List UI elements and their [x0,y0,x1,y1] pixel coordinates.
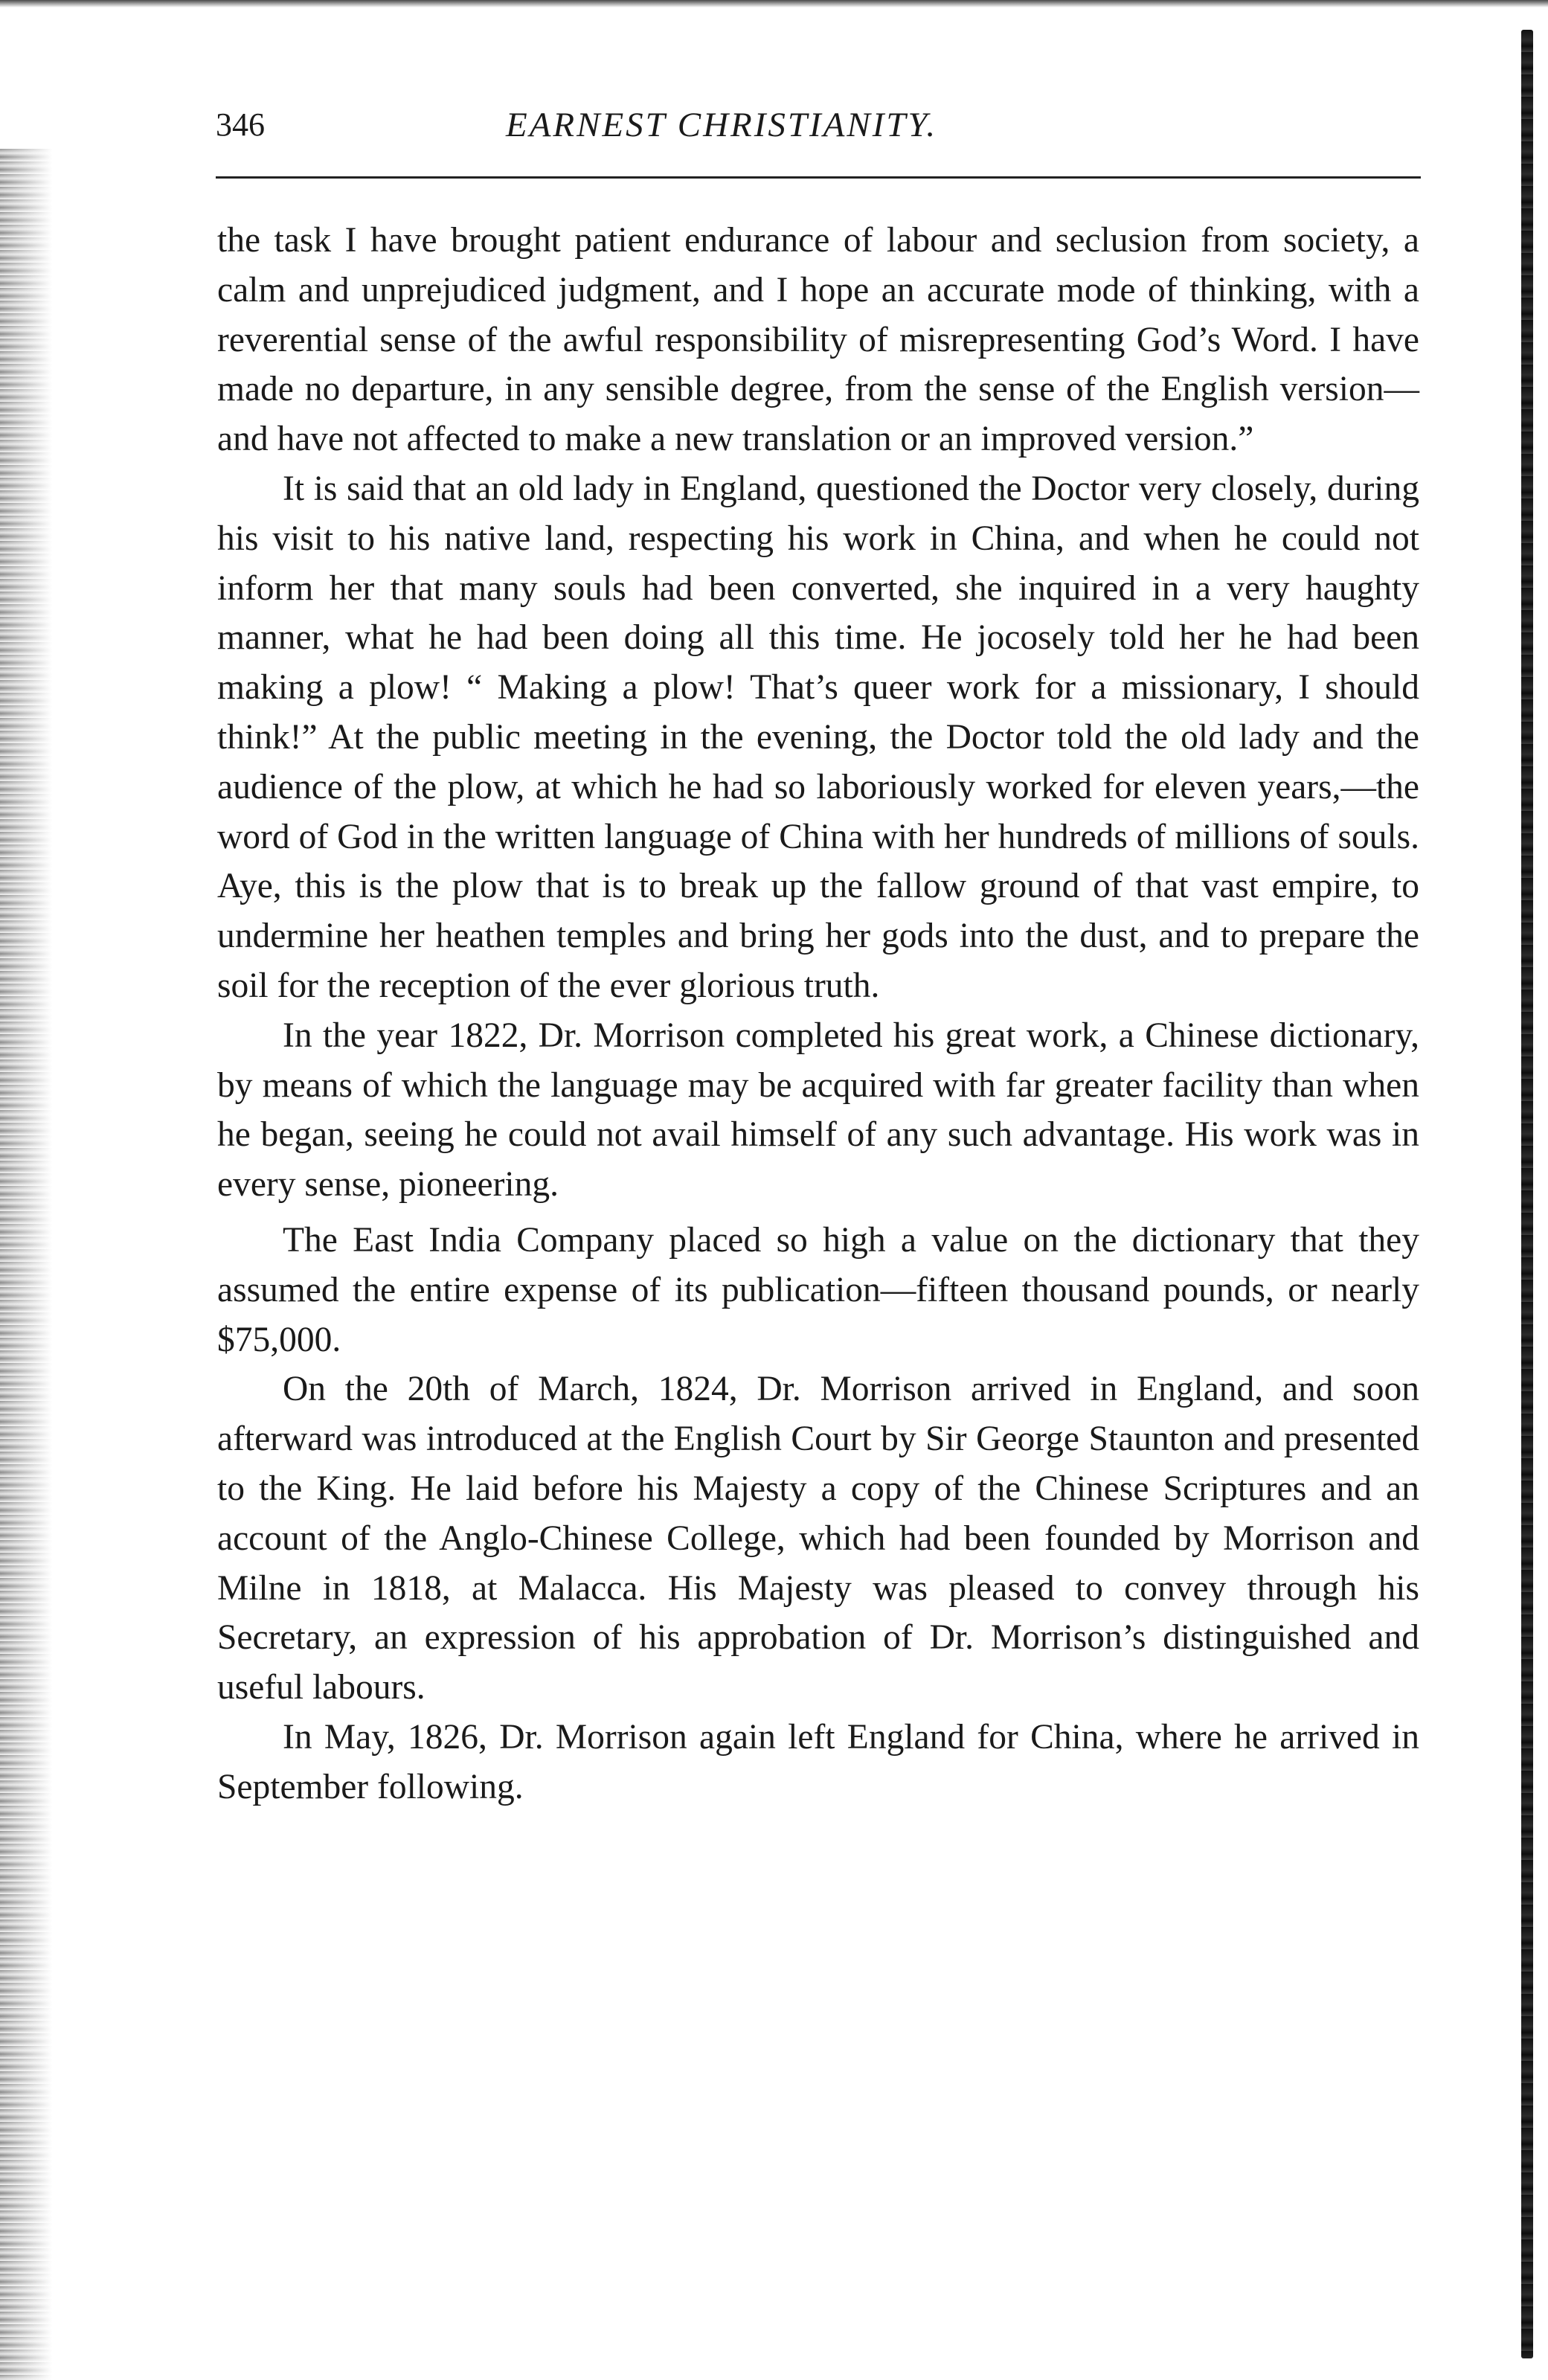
paragraph: On the 20th of March, 1824, Dr. Morrison arrived in England, and soon afterward was introduced at the English Court by Sir George Staunton and presented to the King. He laid before his Majesty a copy of the Chinese Scriptures and an account of the Anglo-Chinese College, which had been founded by Morrison and Milne in 1818, at Malacca. His Majesty was pleased to convey through his Secretary, an expression of his approbation of Dr. Morrison’s distinguished and useful labours. [217,1370,1419,1707]
body-text [217,216,1419,1812]
running-title: EARNEST CHRISTIANITY. [506,106,938,144]
paragraph: In May, 1826, Dr. Morrison again left England for China, where he arrived in September following. [217,1717,1419,1806]
page-number: 346 [216,106,265,143]
paragraph: the task I have brought patient endurance of labour and seclusion from society, a calm and unprejudiced judgment, and I hope an accurate mode of thinking, with a reverential sense of the awful responsibility of misrepresenting God’s Word. I have made no departure, in any sensible degree, from the sense of the English version—and have not affected to make a new translation or an improved version.” [217,221,1419,459]
header-rule [216,176,1421,179]
page-header [216,103,1421,155]
scan-right-edge [1521,30,1533,2358]
scan-top-edge [0,0,1548,7]
paragraph: In the year 1822, Dr. Morrison completed his great work, a Chinese dictionary, by means of which the language may be acquired with far greater facility than when he began, seeing he could not avail himself of any such advantage. His work was in every sense, pioneering. [217,1016,1419,1205]
scan-left-edge [0,149,52,2380]
paragraph: The East India Company placed so high a value on the dictionary that they assumed the entire expense of its publication—fifteen thousand pounds, or nearly $75,000. [217,1220,1419,1359]
paragraph: It is said that an old lady in England, questioned the Doctor very closely, during his visit to his native land, respecting his work in China, and when he could not inform her that many souls had been converted, she inquired in a very haughty manner, what he had been doing all this time. He jocosely told her he had been making a plow! “ Making a plow! That’s queer work for a missionary, I should think!” At the public meeting in the evening, the Doctor told the old lady and the audience of the plow, at which he had so laboriously worked for eleven years,—the word of God in the written language of China with her hundreds of millions of souls. Aye, this is the plow that is to break up the fallow ground of that vast empire, to undermine her heathen temples and bring her gods into the dust, and to prepare the soil for the reception of the ever glorious truth. [217,469,1419,1005]
